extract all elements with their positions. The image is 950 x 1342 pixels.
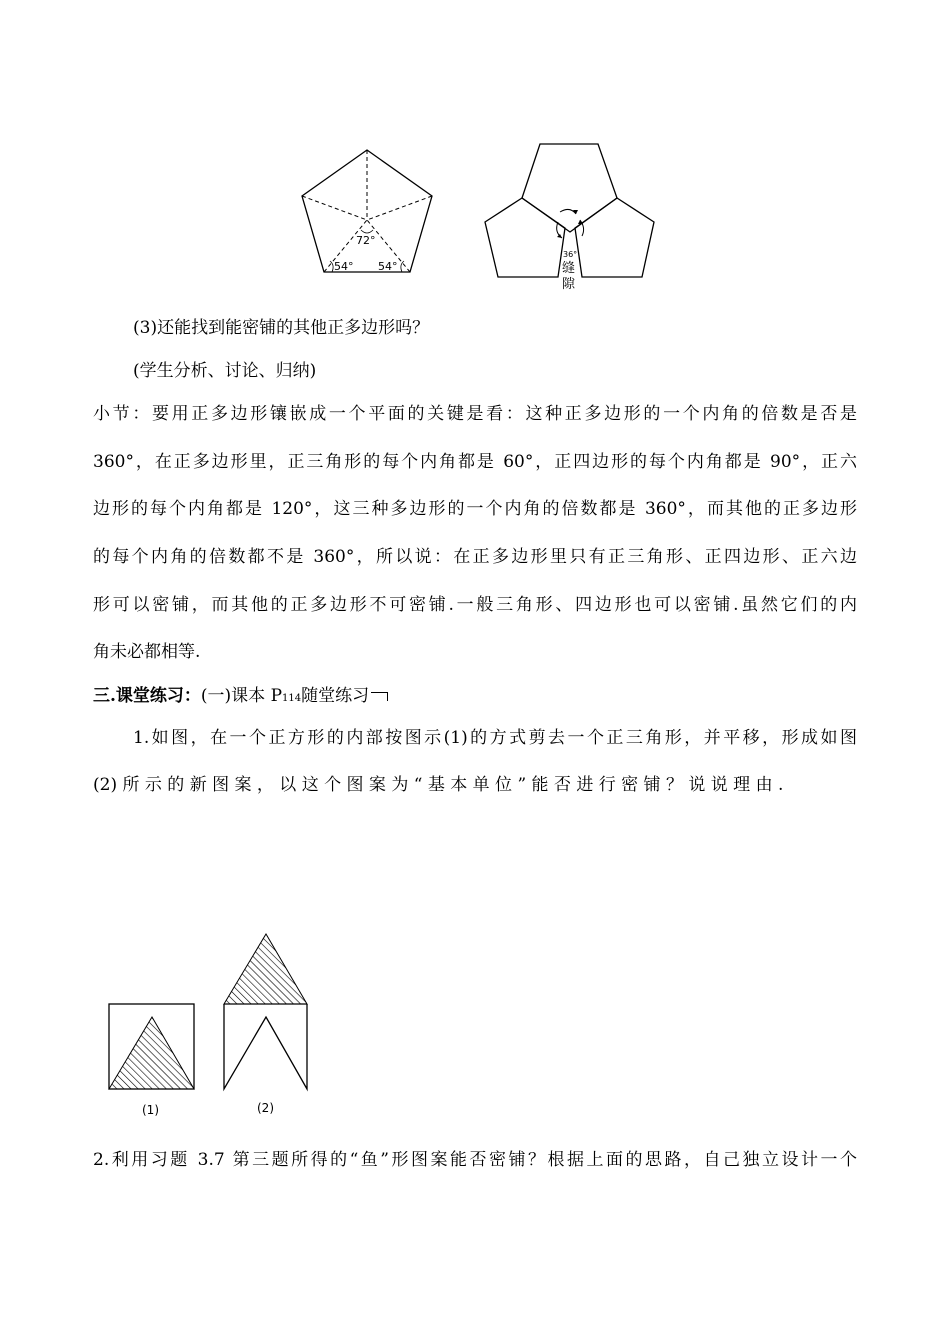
page-subscript: 114 [282,693,302,704]
figure-label-2: (2) [257,1101,274,1115]
section-title: 三.课堂练习： [93,686,201,706]
exercise-1-line-1: 1.如图，在一个正方形的内部按图示(1)的方式剪去一个正三角形，并平移，形成如图 [133,728,857,748]
summary-line-1: 小节：要用正多边形镶嵌成一个平面的关键是看：这种正多边形的一个内角的倍数是否是 [93,404,857,424]
section-text-b: 随堂练习 [301,686,370,706]
section-heading [93,684,857,711]
figure-label-1: (1) [142,1103,159,1117]
exercise-1-line-2: (2) 所 示 的 新 图 案 ， 以 这 个 图 案 为 “ 基 本 单 位 ” 能 否 进 行 密 铺 ？ 说 说 理 由 . [93,775,784,795]
gap-label-char2: 隙 [562,277,576,292]
summary-line-2: 360°，在正多边形里，正三角形的每个内角都是 60°，正四边形的每个内角都是 90°，正六 [93,452,857,472]
summary-line-3: 边形的每个内角都是 120°，这三种多边形的一个内角的倍数都是 360°，而其他的正多边形 [93,499,857,519]
corner-mark [371,692,388,701]
gap-angle-label: 36° [563,250,578,259]
summary-line-5: 形可以密铺，而其他的正多边形不可密铺.一般三角形、四边形也可以密铺.虽然它们的内 [93,595,857,615]
exercise-2: 2.利用习题 3.7 第三题所得的“鱼”形图案能否密铺？根据上面的思路，自己独立设计一个 [93,1150,857,1170]
question-3: (3)还能找到能密铺的其他正多边形吗？ [133,318,430,338]
angle-right-label: 54° [378,260,398,273]
angle-left-label: 54° [334,260,354,273]
discussion-note: (学生分析、讨论、归纳) [133,361,317,381]
summary-line-6: 角未必都相等. [93,642,201,662]
angle-center-label: 72° [356,234,376,247]
gap-label-char1: 缝 [562,261,576,276]
section-text-a: (一)课本 P [200,686,283,706]
summary-line-4: 的每个内角的倍数都不是 360°，所以说：在正多边形里只有正三角形、正四边形、正六边 [93,547,857,567]
pentagon-angle-figure [298,148,436,276]
three-pentagons-figure [482,140,658,296]
square-translation-figure [106,930,312,1120]
